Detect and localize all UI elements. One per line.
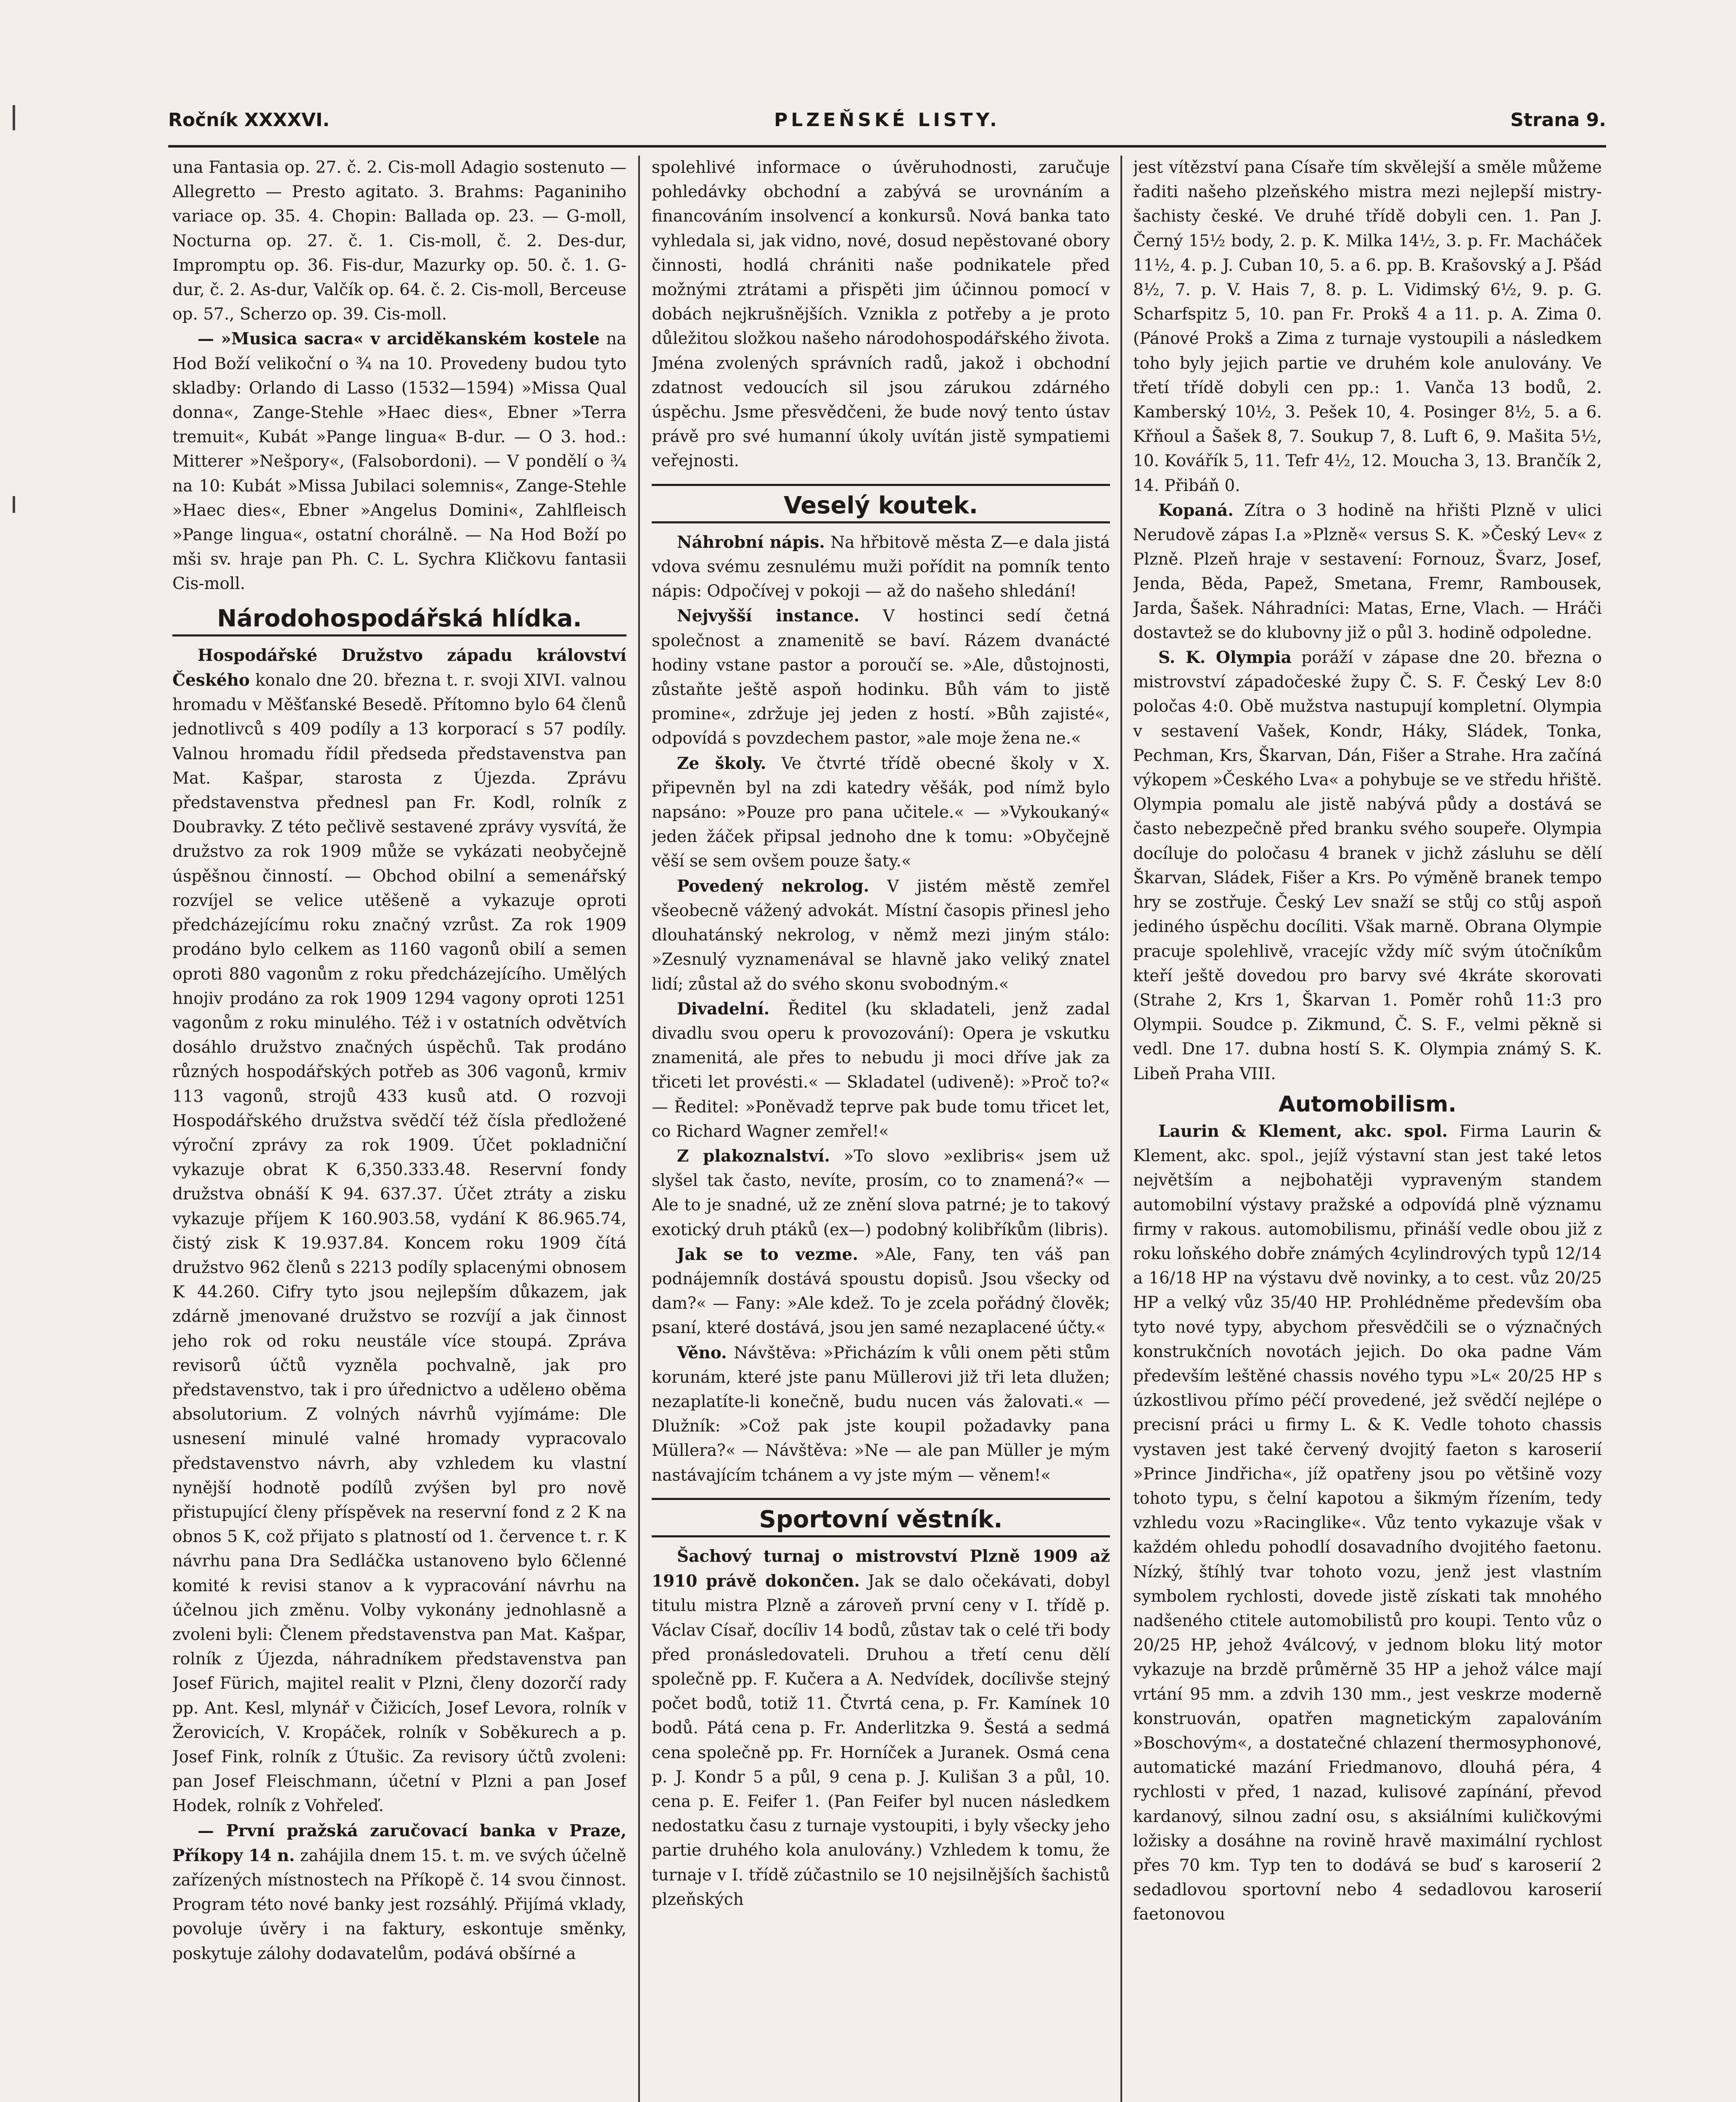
article-paragraph (652, 751, 1110, 874)
article-text: Ve čtvrté třídě obecné školy v X. připevněn byl na zdi katedry věšák, pod nímž bylo napsáno: »Pouze pro pana učitele.« — »Vykoukaný« jeden žáček připsal jednoho dne k tomu: »Obyčejně věší se sem ovšem pouze šaty.« (652, 754, 1110, 871)
margin-mark (13, 105, 15, 130)
section-heading: Národohospodářská hlídka. (172, 607, 626, 636)
header-rule (168, 145, 1606, 148)
masthead-title: PLZEŇSKÉ LISTY. (774, 109, 1000, 131)
article-lead: Nejvyšší instance. (677, 606, 860, 626)
column-3 (1133, 156, 1602, 2102)
article-lead: Jak se to vezme. (677, 1244, 859, 1264)
article-lead: S. K. Olympia (1158, 648, 1292, 668)
article-lead: Ze školy. (677, 753, 766, 773)
column-1 (172, 156, 626, 2102)
article-paragraph (652, 1242, 1110, 1341)
article-paragraph: una Fantasia op. 27. č. 2. Cis-moll Adagio sostenuto — Allegretto — Presto agitato. 3. Brahms: Paganiniho variace op. 35. 4. Chopin: Ballada op. 23. — G-moll, Nocturna op. 27. č. 1. Cis-moll, č. 2. Des-dur, Impromptu op. 36. Fis-dur, Mazurky op. 50. č. 1. G-dur, č. 2. As-dur, Valčík op. 64. č. 2. Cis-moll, Berceuse op. 57., Scherzo op. 39. Cis-moll. (172, 158, 626, 324)
article-lead: Náhrobní nápis. (677, 532, 825, 552)
article-text: konalo dne 20. března t. r. svoji XIVI. valnou hromadu v Měšťanské Besedě. Přítomno bylo 64 členů jednotlivců s 409 podíly a 13 korporací s 57 podíly. Valnou hromadu řídil předseda představenstva pan Mat. Kašpar, starosta z Újezda. Zprávu představenstva přednesl pan Fr. Kodl, rolník z Doubravky. Z této pečlivě sestavené zprávy vysvítá, že družstvo za rok 1909 může se vykázati neobyčejně úspěšnou činností. — Obchod obilní a semenářský rozvíjel se velice utěšeně a vykazuje oproti předcházejícímu roku značný vzrůst. Za rok 1909 prodáno bylo celkem as 1160 vagonů obilí a semen oproti 880 vagonům z roku předcházejícího. Umělých hnojiv prodáno za rok 1909 1294 vagony oproti 1251 vagonům z roku minulého. Též i v ostatních odvětvích dosáhlo družstvo značných úspěchů. Tak prodáno různých hospodářských potřeb as 306 vagonů, krmiv 113 vagonů, strojů 433 kusů atd. O rozvoji Hospodářského družstva svědčí též čísla předložené výroční zprávy za rok 1909. Účet pokladniční vykazuje obrat K 6,350.333.48. Reservní fondy družstva obnáší K 94. 637.37. Účet ztráty a zisku vykazuje příjem K 160.903.58, vydání K 86.965.74, čistý zisk K 19.937.84. Koncem roku 1909 čítá družstvo 962 členů s 2213 podíly splacenými obnosem K 44.260. Cifry tyto jsou nejlepším důkazem, jak zdárně jmenované družstvo se rozvíjí a jak činnost jeho rok od roku neustále více stoupá. Zpráva revisorů účtů vyzněla pochvalně, jak pro představenstvo, tak i pro úřednictvo a udělено oběma absolutorium. Z volných návrhů vyjímáme: Dle usnesení minulé valné hromady vypracovalo představenstvo návrh, aby vzhledem ku vlastní nynější hodnotě podílů zvýšen byl pro nově přistupující členy příspěvek na reservní fond z 2 K na obnos 5 K, což přijato s platností od 1. července t. r. K návrhu pana Dra Sedláčka ustanoveno bylo 6členné komité k revisi stanov a k vypracování návrhu na účelnou jich změnu. Volby vykonány jednohlasně a zvoleni byli: Členem představenstva pan Mat. Kašpar, rolník z Újezda, náhradníkem představenstva pan Josef Fürich, majitel realit v Plzni, členy dozorčí rady pp. Ant. Kesl, mlynář v Čižicích, Josef Levora, rolník v Žerovicích, V. Kropáček, rolník v Soběkurech a p. Josef Fink, rolník z Útušic. Za revisory účtů zvoleni: pan Josef Fleischmann, účetní v Plzni a pan Josef Hodek, rolník z Vohřeleď. (172, 671, 626, 1816)
article-paragraph (652, 530, 1110, 604)
section-heading: Automobilism. (1278, 1091, 1457, 1117)
article-text: zahájila dnem 15. t. m. ve svých účelně zařízených místnostech na Příkopě č. 14 svou činnost. Program této nové banky jest rozsáhlý. Přijímá vklady, povoluje úvěry i na faktury, eskontuje směnky, poskytuje zálohy dodavatelům, podává obšírné a (172, 1846, 626, 1963)
article-lead: Laurin & Klement, akc. spol. (1158, 1121, 1448, 1141)
article-paragraph (652, 1341, 1110, 1488)
article-paragraph (652, 1544, 1110, 1912)
article-lead: — První pražská zaručovací banka v Praze, Příkopy 14 n. (172, 1821, 626, 1865)
article-paragraph (652, 997, 1110, 1144)
article-text: na Hod Boží velikoční o ¾ na 10. Provedeny budou tyto skladby: Orlando di Lasso (1532—1594) »Missa Qual donna«, Zange-Stehle »Haec dies«, Ebner »Terra tremuit«, Kubát »Pange lingua« B-dur. — O 3. hod.: Mitterer »Nešpory«, (Falsobordoni). — V pondělí o ¾ na 10: Kubát »Missa Jubilaci solemnis«, Zange-Stehle »Haec dies«, Ebner »Angelus Domini«, Zahlfleisch »Pange lingua«, ostatní chorálně. — Na Hod Boží po mši sv. hraje pan Ph. C. L. Sychra Kličkovu fantasii Cis-moll. (172, 330, 626, 594)
column-2 (652, 156, 1110, 2102)
page-number: Strana 9. (1510, 109, 1606, 131)
article-lead: Šachový turnaj o mistrovství Plzně 1909 až 1910 právě dokončen. (652, 1546, 1110, 1591)
article-paragraph (172, 1819, 626, 1966)
article-text: Jak se dalo očekávati, dobyl titulu mistra Plzně a zároveň první ceny v I. třídě p. Václav Císař, docíliv 14 bodů, zůstav tak o celé tři body před pronásledovateli. Druhou a třetí cenu dělí společně pp. F. Kučera a A. Nedvídek, docílivše stejný počet bodů, totiž 11. Čtvrtá cena, p. Fr. Kamínek 10 bodů. Pátá cena p. Fr. Anderlitzka 9. Šestá a sedmá cena společně pp. Fr. Horníček a Juranek. Osmá cena p. J. Kondr 5 a půl, 9 cena p. J. Kulišan 3 a půl, 10. cena p. E. Feifer 1. (Pan Feifer byl nucen následkem nedostatku času z turnaje vystoupiti, i byly všecky jeho partie druhého kola anulovány.) Vzhledem k tomu, že turnaje v I. třídě zúčastnilo se 10 nejsilnějších šachistů plzeňských (652, 1572, 1110, 1909)
article-paragraph (652, 1144, 1110, 1242)
article-lead: Divadelní. (677, 999, 770, 1019)
article-text: Návštěva: »Přicházím k vůli onem pěti stům korunám, které jste panu Müllerovi již tři leta dlužen; nezaplatíte-li konečně, budu nucen vás žalovati.« — Dlužník: »Což pak jste koupil požadavky pana Müllera?« — Návštěva: »Ne — ale pan Müller je mým nastávajícím tchánem a vy jste mým — věnem!« (652, 1343, 1110, 1485)
article-paragraph (1133, 498, 1602, 645)
article-paragraph: jest vítězství pana Císaře tím skvělejší a směle můžeme řaditi našeho plzeňského mistra mezi nejlepší mistry-šachisty české. Ve druhé třídě dobyli cen. 1. Pan J. Černý 15½ body, 2. p. K. Milka 14½, 3. p. Fr. Macháček 11½, 4. p. J. Cuban 10, 5. a 6. pp. B. Krašovský a J. Pšád 8½, 7. p. V. Hais 7, 8. p. L. Vidimský 6½, 9. p. G. Scharfspitz 5, 10. pan Fr. Prokš 4 a 11. p. A. Zima 0. (Pánové Prokš a Zima z turnaje vystoupili a následkem toho byly jejich partie ve druhém kole anulovány. Ve třetí třídě dobyli cen pp.: 1. Vanča 13 bodů, 2. Kamberský 10½, 3. Pešek 10, 4. Posinger 8½, 5. a 6. Křňoul a Šašek 8, 7. Soukup 7, 8. Luft 6, 9. Mašita 5½, 10. Kovářík 5, 11. Tefr 4½, 12. Moucha 3, 13. Brančík 2, 14. Přibáň 0. (1133, 158, 1602, 495)
article-text: V jistém městě zemřel všeobecně vážený advokát. Místní časopis přinesl jeho dlouhatánský nekrolog, v němž mezi jiným stálo: »Zesnulý vyznamenával se hlavně jako veliký znatel lidí; zůstal až do svého skonu svobodným.« (652, 877, 1110, 994)
article-lead: — »Musica sacra« v arciděkanském kostele (198, 329, 600, 349)
article-lead: Hospodářské Družstvo západu království Českého (172, 645, 626, 690)
article-text: poráží v zápase dne 20. března o mistrovství západočeské župy Č. S. F. Český Lev 8:0 poločas 4:0. Obě mužstva nastupují kompletní. Olympia v sestavení Vašek, Kondr, Háky, Sládek, Tonka, Pechman, Krs, Škarvan, Dán, Fišer a Strahe. Hra začíná výkopem »Českého Lva« a pohybuje se ve středu hřiště. Olympia pomalu ale jistě nabývá půdy a dostává se často nebezpečně před branku svého soupeře. Olympia docíluje do poločasu 4 branek v jichž zásluhu se dělí Škarvan, Sládek, Fišer a Krs. Po výměně branek tempo hry se zostřuje. Český Lev snaží se stůj co stůj aspoň jediného úspěchu docíliti. Však marně. Obrana Olympie pracuje spolehlivě, vracejíc vždy míč svým útočníkům kteří ještě dovedou pro barvy své 4kráte skorovati (Strahe 2, Krs 1, Škarvan 1. Poměr rohů 11:3 pro Olympii. Soudce p. Zikmund, Č. S. F., velmi pěkně si vedl. Dne 17. dubna hostí S. K. Olympia známý S. K. Libeň Praha VIII. (1133, 648, 1602, 1083)
margin-mark (13, 496, 15, 513)
article-paragraph (1133, 1119, 1602, 1927)
volume-label: Ročník XXXXVI. (168, 109, 330, 131)
article-text: Ředitel (ku skladateli, jenž zadal divadlu svou operu k provozování): Opera je vskutku znamenitá, ale přes to nebudu ji moci dříve jak za třiceti let provésti.« — Skladatel (udiveně): »Proč to?« — Ředitel: »Poněvadž teprve pak bude tomu třicet let, co Richard Wagner zemřel!« (652, 999, 1110, 1141)
page-header (168, 101, 1606, 143)
section-heading: Veselý koutek. (652, 484, 1110, 523)
article-lead: Z plakoznalství. (677, 1146, 830, 1166)
column-divider (638, 156, 640, 2102)
section-heading: Sportovní věstník. (652, 1498, 1110, 1537)
article-text: Na hřbitově města Z—e dala jistá vdova svému zesnulému muži pořídit na pomník tento nápis: Odpočívej v pokoji — až do našeho shledání! (652, 533, 1110, 601)
article-text: »Ale, Fany, ten váš pan podnájemník dostává spoustu dopisů. Jsou všecky od dam?« — Fany: »Ale kdež. To je zcela pořádný člověk; psaní, které dostává, jsou jen samé nezaplacené účty.« (652, 1245, 1110, 1338)
article-text: »To slovo »exlibris« jsem už slyšel tak často, nevíte, prosím, co to znamená?« — Ale to je snadné, už ze znění slova patrné; je to takový exotický druh ptáků (ex—) podobný kolibříkům (libris). (652, 1146, 1110, 1239)
article-paragraph (172, 643, 626, 1819)
article-paragraph (652, 874, 1110, 997)
article-paragraph: spolehlivé informace o úvěruhodnosti, zaručuje pohledávky obchodní a zabývá se urovnáním a financováním insolvencí a konkursů. Nová banka tato vyhledala si, jak vidno, nové, dosud nepěstované obory činnosti, hodlá chrániti naše podnikatele před možnými ztrátami a přispěti jim účinnou pomocí v dobách nejkrušnějších. Vznikla z potřeby a je proto důležitou složkou našeho národohospodářského života. Jména zvolených správních radů, jakož i obchodní zdatnost vedoucích sil jsou zárukou zdárného úspěchu. Jsme přesvědčeni, že bude nový tento ústav právě pro své humanní úkoly uvítán jistě sympatiemi veřejnosti. (652, 158, 1110, 471)
article-lead: Věno. (677, 1343, 727, 1363)
article-lead: Kopaná. (1158, 500, 1234, 520)
article-paragraph (172, 327, 626, 596)
article-text: V hostinci sedí četná společnost a znamenitě se baví. Rázem dvanácté hodiny vstane pastor a poroučí se. »Ale, důstojnosti, zůstaňte ještě aspoň hodinku. Bůh vám to jistě promine«, zdržuje jej jeden z hostí. »Bůh zajisté«, odpovídá s povzdechem pastor, »ale moje žena ne.« (652, 607, 1110, 748)
column-divider (1120, 156, 1122, 2102)
article-lead: Povedený nekrolog. (677, 876, 869, 896)
article-text: Firma Laurin & Klement, akc. spol., jejíž výstavní stan jest také letos největším a nejbohatěji vypraveným standem automobilní výstavy pražské a odpovídá plně významu firmy v rakous. automobilismu, přináší vedle obou již z roku loňského dobře známých 4cylindrových typů 12/14 a 16/18 HP na výstavu dvě novinky, a to cest. vůz 20/25 HP a velký vůz 35/40 HP. Prohlédněme především oba tyto nové typy, abychom přesvědčili se o význačných konstrukčních novotách jejich. Do oka padne Vám především leštěné chassis nového typu »L« 20/25 HP s úzkostlivou přímo péčí provedené, jež svědčí nejlépe o precisní práci u firmy L. & K. Vedle tohoto chassis vystaven jest také červený dvojitý faeton s karoserií »Prince Jindřicha«, jíž opatřeny jsou po většině vozy tohoto typu, s čelní kapotou a šikmým řízením, tedy vzhledu vozu »Racinglike«. Vůz tento vykazuje však v každém ohledu pohodlí dosavadního dvojitého faetonu. Nízký, štíhlý tvar tohoto vozu, jenž jest vlastním symbolem rychlosti, dovede jistě získati tak mnohého nadšeného ctitele automobilistů pro koupi. Tento vůz o 20/25 HP, jehož 4válcový, v jednom bloku litý motor vykazuje na brzdě průměrně 35 HP a jehož válce mají vrtání 95 mm. a zdvih 130 mm., jest veskrze moderně konstruován, opatřen magnetickým zapalováním »Boschovým«, a dostatečné chlazení thermosyphonové, automatické mazání Friedmanovo, dlouhá péra, 4 rychlosti v před, 1 nazad, kulisové zapínání, převod kardanový, silnou zadní osu, s aksiálními kuličkovými ložisky a dosáhne na rovině hravě maximální rychlost přes 70 km. Typ ten to dodává se buď s karoserií 2 sedadlovou sportovní nebo 4 sedadlovou karoserií faetonovou (1133, 1122, 1602, 1924)
article-text: Zítra o 3 hodině na hřišti Plzně v ulici Nerudově zápas I.a »Plzně« versus S. K. »Český Lev« z Plzně. Plzeň hraje v sestavení: Fornouz, Švarz, Josef, Jenda, Běda, Papež, Smetana, Fremr, Rambousek, Jarda, Šašek. Náhradníci: Matas, Erne, Vlach. — Hráči dostavtež se do klubovny již o půl 3. hodině odpoledne. (1133, 501, 1602, 642)
article-paragraph (1133, 645, 1602, 1086)
article-paragraph (652, 604, 1110, 751)
